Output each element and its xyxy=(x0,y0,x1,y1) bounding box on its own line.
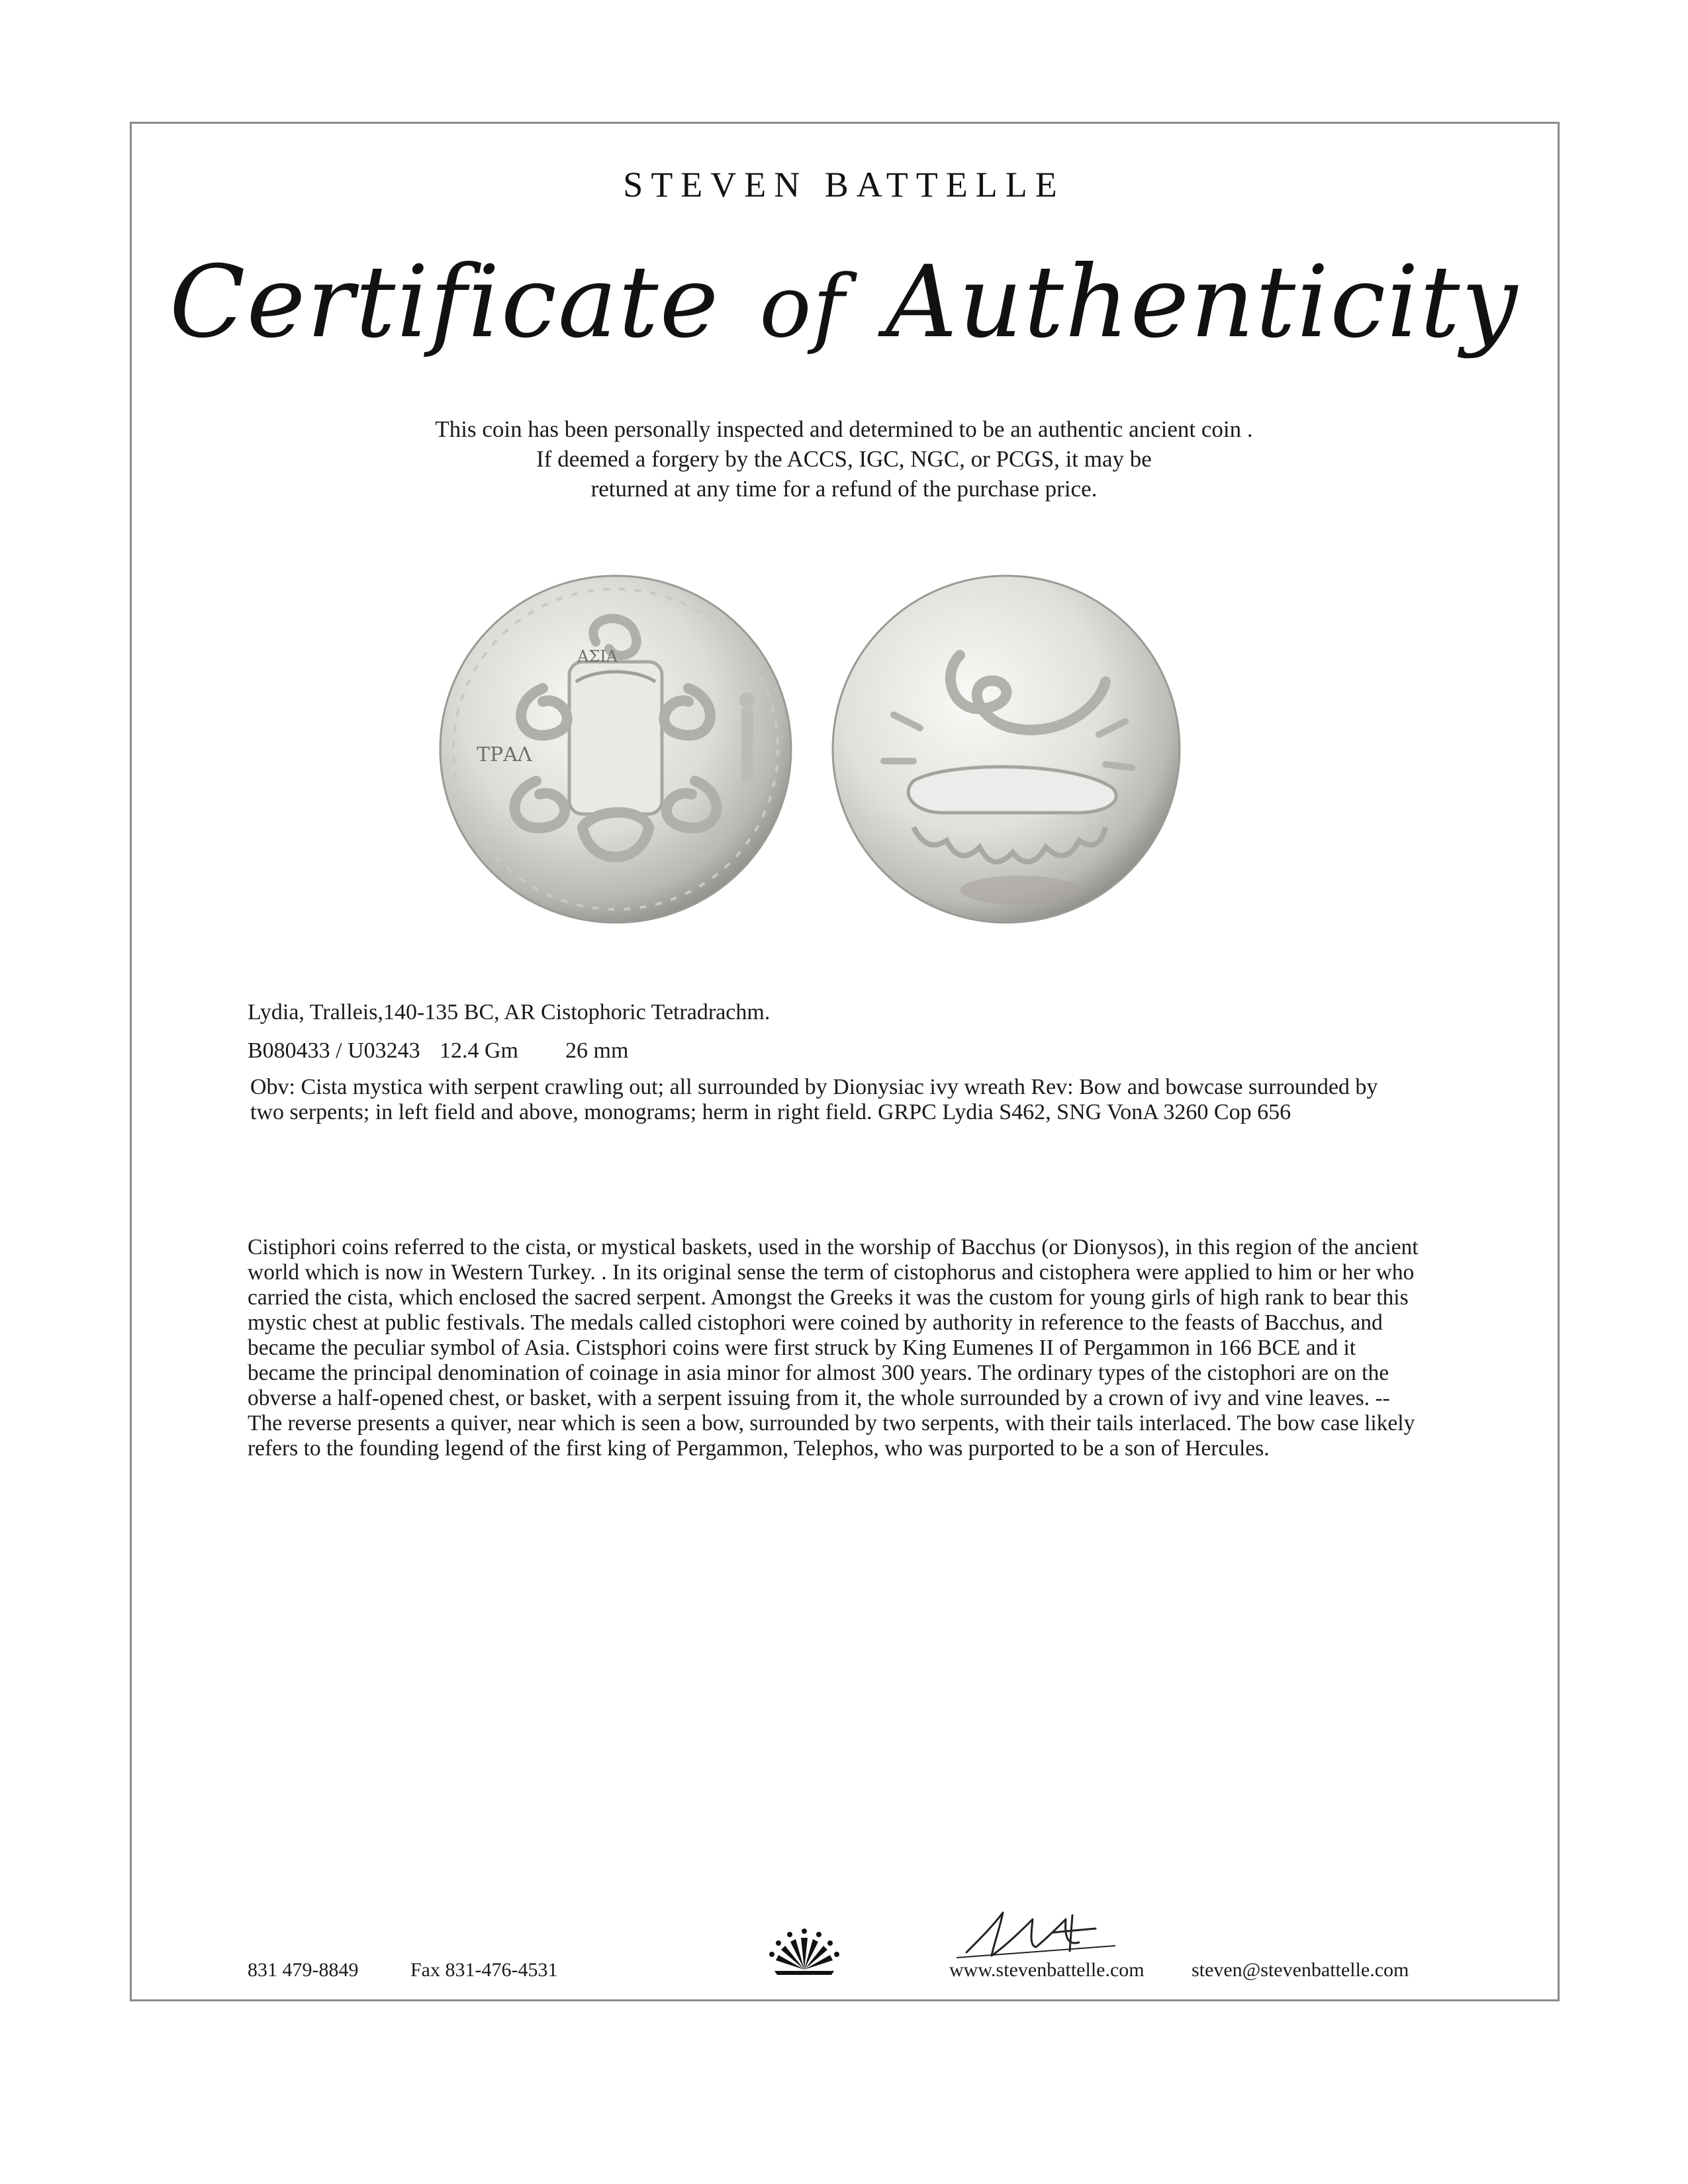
guarantee-statement xyxy=(0,414,1688,504)
coin-diameter: 26 mm xyxy=(565,1038,629,1063)
coin-specs xyxy=(248,1036,1413,1066)
footer-phone: 831 479-8849 xyxy=(248,1959,359,1981)
signature-mark xyxy=(953,1899,1119,1966)
coin-weight: 12.4 Gm xyxy=(440,1038,518,1063)
brand-name: STEVEN BATTELLE xyxy=(623,165,1065,205)
footer-email-link[interactable]: steven@stevenbattelle.com xyxy=(1192,1959,1409,1981)
footer-website-link[interactable]: www.stevenbattelle.com xyxy=(949,1959,1145,1981)
coin-details xyxy=(248,998,1413,1125)
coin-attribution: Lydia, Tralleis,140-135 BC, AR Cistophoric Tetradrachm. xyxy=(248,1000,771,1024)
title-word-certificate: Certificate xyxy=(169,245,720,360)
guarantee-line-3: returned at any time for a refund of the purchase price. xyxy=(590,476,1098,502)
coin-inventory-number: B080433 / U03243 xyxy=(248,1038,420,1063)
guarantee-line-1: This coin has been personally inspected and determined to be an authentic ancient coin . xyxy=(435,416,1253,442)
certificate-title xyxy=(0,245,1688,360)
coin-description: Obv: Cista mystica with serpent crawling out; all surrounded by Dionysiac ivy wreath Rev: Bow and bowcase surrounded by two serpents; in left field and above, monograms; herm in right field. GRPC Lydia S462, SNG VonA 3260 Cop 656 xyxy=(250,1075,1378,1124)
coin-obverse-image xyxy=(430,563,801,933)
footer-fax: Fax 831-476-4531 xyxy=(410,1959,558,1981)
guarantee-line-2: If deemed a forgery by the ACCS, IGC, NGC, or PCGS, it may be xyxy=(536,446,1152,472)
title-word-of: of xyxy=(759,256,846,357)
obverse-legend: ΤΡΑΛ xyxy=(477,743,532,766)
coin-images xyxy=(430,563,1192,933)
coin-reverse-image xyxy=(821,563,1192,933)
sunburst-logo-icon xyxy=(768,1925,841,1978)
obverse-top-legend: ΑΣΙΑ xyxy=(577,647,618,666)
title-word-authenticity: Authenticity xyxy=(885,245,1519,360)
history-paragraph: Cistiphori coins referred to the cista, or mystical baskets, used in the worship of Bacchus (or Dionysos), in this region of the ancient world which is now in Western Turkey. . In its original sense the term of cistophorus and cistophera were applied to him or her who carried the cista, which enclosed the sacred serpent. Amongst the Greeks it was the custom for young girls of high rank to bear this mystic chest at public festivals. The medals called cistophori were coined by authority in reference to the feasts of Bacchus, and became the peculiar symbol of Asia. Cistsphori coins were first struck by King Eumenes II of Pergammon in 166 BCE and it became the principal denomination of coinage in asia minor for almost 300 years. The ordinary types of the cistophori are on the obverse a half-opened chest, or basket, with a serpent issuing from it, the whole surrounded by a crown of ivy and vine leaves. -- The reverse presents a quiver, near which is seen a bow, surrounded by two serpents, with their tails interlaced. The bow case likely refers to the founding legend of the first king of Pergammon, Telephos, who was purported to be a son of Hercules. xyxy=(248,1235,1419,1461)
